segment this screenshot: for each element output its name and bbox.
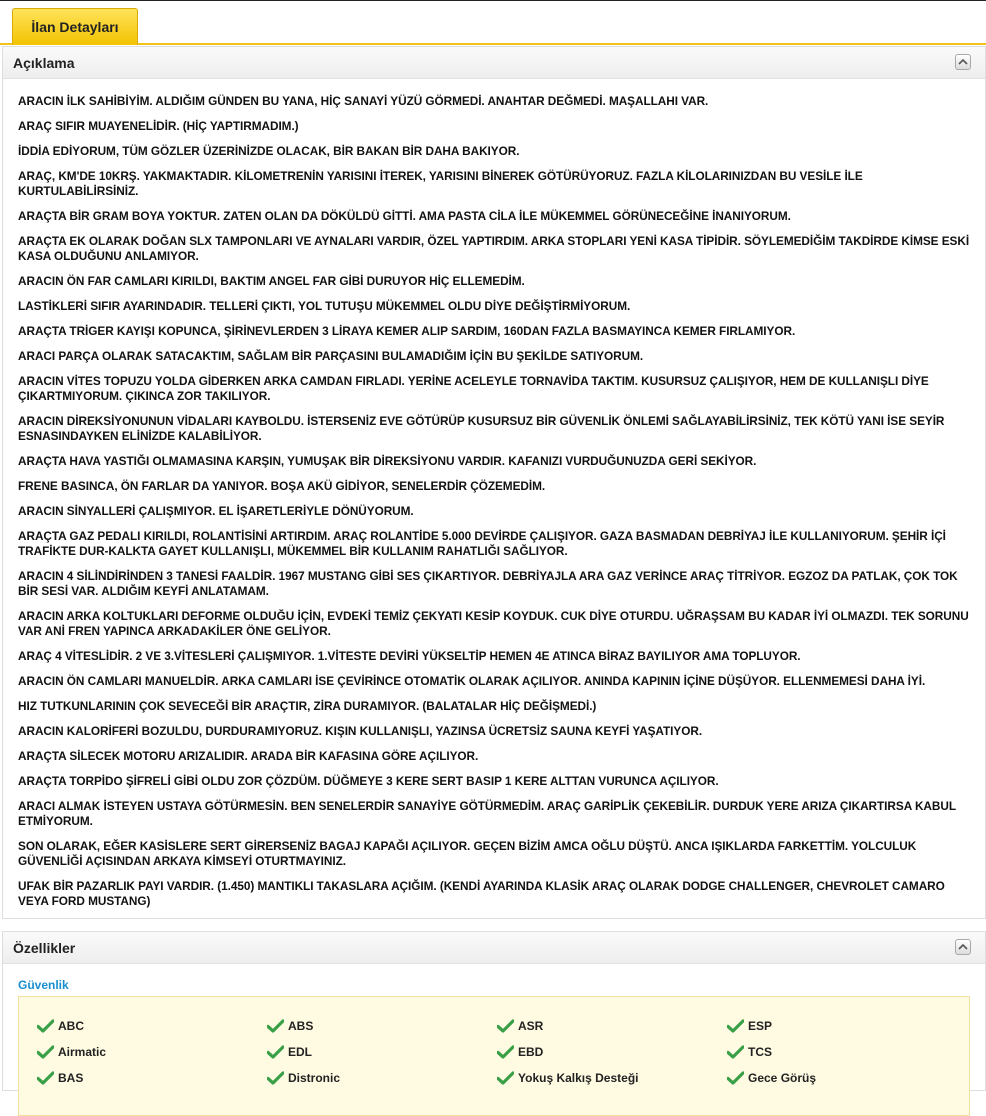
check-icon — [37, 1045, 54, 1059]
check-icon — [267, 1071, 284, 1085]
description-header — [3, 47, 985, 79]
description-line: ARACIN ARKA KOLTUKLARI DEFORME OLDUĞU İÇİN, EVDEKİ TEMİZ ÇEKYATI KESİP KOYDUK. CUK DİYE OTURDU. UĞRAŞSAM BU KADAR İYİ OLMAZDI. TEK SORUNU VAR ANİ FREN YAPINCA ARKADAKİLER ÖNE GELİYOR. — [18, 609, 969, 638]
description-line: ARAÇTA TRİGER KAYIŞI KOPUNCA, ŞİRİNEVLERDEN 3 LİRAYA KEMER ALIP SARDIM, 160DAN FAZLA BASMAYINCA KEMER FIRLAMIYOR. — [18, 324, 796, 338]
feature-grid — [37, 1013, 957, 1091]
description-line: UFAK BİR PAZARLIK PAYI VARDIR. (1.450) MANTIKLI TAKASLARA AÇIĞIM. (KENDİ AYARINDA KLASİK ARAÇ OLARAK DODGE CHALLENGER, CHEVROLET CAMARO VEYA FORD MUSTANG) — [18, 879, 945, 908]
description-line: ARAÇ, KM'DE 10KRŞ. YAKMAKTADIR. KİLOMETRENİN YARISINI İTEREK, YARISINI BİNEREK GÖTÜRÜYORUZ. FAZLA KİLOLARINIZDAN BU VESİLE İLE KURTULABİLİRSİNİZ. — [18, 169, 863, 198]
description-line: LASTİKLERİ SIFIR AYARINDADIR. TELLERİ ÇIKTI, YOL TUTUŞU MÜKEMMEL OLDU DİYE DEĞİŞTİRMİYORUM. — [18, 299, 631, 313]
features-panel — [2, 931, 986, 1091]
description-line: ARACIN KALORİFERİ BOZULDU, DURDURAMIYORUZ. KIŞIN KULLANIŞLI, YAZINSA ÜCRETSİZ SAUNA KEYFİ YAŞATIYOR. — [18, 724, 703, 738]
feature-label: TCS — [748, 1045, 772, 1059]
description-line: ARACI PARÇA OLARAK SATACAKTIM, SAĞLAM BİR PARÇASINI BULAMADIĞIM İÇİN BU ŞEKİLDE SATIYORUM. — [18, 349, 644, 363]
description-line: ARACIN ÖN CAMLARI MANUELDİR. ARKA CAMLARI İSE ÇEVİRİNCE OTOMATİK OLARAK AÇILIYOR. ANINDA KAPININ İÇİNE DÜŞÜYOR. ELLENMEMESİ DAHA İYİ. — [18, 674, 926, 688]
feature-item — [267, 1013, 497, 1039]
check-icon — [727, 1071, 744, 1085]
description-line: ARACIN 4 SİLİNDİRİNDEN 3 TANESİ FAALDİR. 1967 MUSTANG GİBİ SES ÇIKARTIYOR. DEBRİYAJLA ARA GAZ VERİNCE ARAÇ TİTRİYOR. EGZOZ DA PATLAK, ÇOK TOK BİR SESİ VAR. ALDIĞIM KEYFİ ANLATAMAM. — [18, 569, 958, 598]
check-icon — [497, 1071, 514, 1085]
description-line: ARAÇTA BİR GRAM BOYA YOKTUR. ZATEN OLAN DA DÖKÜLDÜ GİTTİ. AMA PASTA CİLA İLE MÜKEMMEL GÖRÜNECEĞİNE İNANIYORUM. — [18, 209, 791, 223]
feature-label: Distronic — [288, 1071, 341, 1085]
feature-item — [497, 1039, 727, 1065]
tab-ilan-detaylari[interactable]: İlan Detayları — [12, 8, 138, 45]
description-line: İDDİA EDİYORUM, TÜM GÖZLER ÜZERİNİZDE OLACAK, BİR BAKAN BİR DAHA BAKIYOR. — [18, 144, 520, 158]
feature-group-title: Güvenlik — [18, 978, 69, 992]
check-icon — [727, 1045, 744, 1059]
description-line: ARACIN İLK SAHİBİYİM. ALDIĞIM GÜNDEN BU YANA, HİÇ SANAYİ YÜZÜ GÖRMEDİ. ANAHTAR DEĞMEDİ. MAŞALLAHI VAR. — [18, 94, 709, 108]
description-line: ARACIN ÖN FAR CAMLARI KIRILDI, BAKTIM ANGEL FAR GİBİ DURUYOR HİÇ ELLEMEDİM. — [18, 274, 525, 288]
description-panel — [2, 46, 986, 919]
collapse-features-button[interactable] — [955, 939, 971, 955]
feature-label: ASR — [518, 1019, 544, 1033]
feature-label: ABC — [58, 1019, 84, 1033]
feature-item — [727, 1013, 957, 1039]
feature-item — [37, 1039, 267, 1065]
features-header — [3, 932, 985, 964]
description-line: ARAÇTA TORPİDO ŞİFRELİ GİBİ OLDU ZOR ÇÖZDÜM. DÜĞMEYE 3 KERE SERT BASIP 1 KERE ALTTAN VURUNCA AÇILIYOR. — [18, 774, 719, 788]
check-icon — [727, 1019, 744, 1033]
feature-label: BAS — [58, 1071, 84, 1085]
feature-item — [37, 1013, 267, 1039]
feature-item — [37, 1065, 267, 1091]
description-line: ARAÇTA SİLECEK MOTORU ARIZALIDIR. ARADA BİR KAFASINA GÖRE AÇILIYOR. — [18, 749, 479, 763]
description-line: SON OLARAK, EĞER KASİSLERE SERT GİRERSENİZ BAGAJ KAPAĞI AÇILIYOR. GEÇEN BİZİM AMCA OĞLU DÜŞTÜ. ANCA IŞIKLARDA FARKETTİM. YOLCULUK GÜVENLİĞİ AÇISINDAN ARKAYA KİMSEYİ OTURTMAYINIZ. — [18, 839, 917, 868]
description-title: Açıklama — [13, 55, 75, 71]
feature-label: Gece Görüş — [748, 1071, 817, 1085]
check-icon — [497, 1019, 514, 1033]
feature-item — [497, 1065, 727, 1091]
feature-label: Yokuş Kalkış Desteği — [518, 1071, 639, 1085]
description-line: ARAÇTA GAZ PEDALI KIRILDI, ROLANTİSİNİ ARTIRDIM. ARAÇ ROLANTİDE 5.000 DEVİRDE ÇALIŞIYOR. GAZA BASMADAN DEBRİYAJ İLE KULLANIYORUM. ŞEHİR İÇİ TRAFİKTE DUR-KALKTA GAYET KULLANIŞLI, MÜKEMMEL BİR KULLANIM RAHATLIĞI SAĞLIYOR. — [18, 529, 946, 558]
description-line: ARAÇTA EK OLARAK DOĞAN SLX TAMPONLARI VE AYNALARI VARDIR, ÖZEL YAPTIRDIM. ARKA STOPLARI YENİ KASA TİPİDİR. SÖYLEMEDİĞİM TAKDİRDE KİMSE ESKİ KASA OLDUĞUNU ANLAMIYOR. — [18, 234, 970, 263]
feature-label: EBD — [518, 1045, 544, 1059]
description-line: ARACIN VİTES TOPUZU YOLDA GİDERKEN ARKA CAMDAN FIRLADI. YERİNE ACELEYLE TORNAVİDA TAKTIM. KUSURSUZ ÇALIŞIYOR, HEM DE KULLANIŞLI DİYE ÇIKARTMIYORUM. ÇIKINCA ZOR TAKILIYOR. — [18, 374, 929, 403]
description-line: FRENE BASINCA, ÖN FARLAR DA YANIYOR. BOŞA AKÜ GİDİYOR, SENELERDİR ÇÖZEMEDİM. — [18, 479, 546, 493]
feature-item — [727, 1039, 957, 1065]
description-line: ARAÇTA HAVA YASTIĞI OLMAMASINA KARŞIN, YUMUŞAK BİR DİREKSİYONU VARDIR. KAFANIZI VURDUĞUNUZDA GERİ SEKİYOR. — [18, 454, 757, 468]
feature-box — [18, 996, 970, 1116]
feature-item — [267, 1065, 497, 1091]
description-line: ARAÇ SIFIR MUAYENELİDİR. (HİÇ YAPTIRMADIM.) — [18, 119, 299, 133]
feature-label: Airmatic — [58, 1045, 107, 1059]
feature-item — [267, 1039, 497, 1065]
description-line: ARACIN SİNYALLERİ ÇALIŞMIYOR. EL İŞARETLERİYLE DÖNÜYORUM. — [18, 504, 414, 518]
description-body — [3, 79, 985, 909]
tab-bar — [0, 1, 986, 45]
chevron-up-icon — [958, 58, 968, 66]
description-line: HIZ TUTKUNLARININ ÇOK SEVECEĞİ BİR ARAÇTIR, ZİRA DURAMIYOR. (BALATALAR HİÇ DEĞİŞMEDİ.) — [18, 699, 597, 713]
check-icon — [497, 1045, 514, 1059]
check-icon — [267, 1019, 284, 1033]
check-icon — [267, 1045, 284, 1059]
description-line: ARAÇ 4 VİTESLİDİR. 2 VE 3.VİTESLERİ ÇALIŞMIYOR. 1.VİTESTE DEVİRİ YÜKSELTİP HEMEN 4E ATINCA BİRAZ BAYILIYOR AMA TOPLUYOR. — [18, 649, 801, 663]
check-icon — [37, 1019, 54, 1033]
check-icon — [37, 1071, 54, 1085]
feature-label: EDL — [288, 1045, 312, 1059]
feature-item — [727, 1065, 957, 1091]
collapse-description-button[interactable] — [955, 54, 971, 70]
description-line: ARACIN DİREKSİYONUNUN VİDALARI KAYBOLDU. İSTERSENİZ EVE GÖTÜRÜP KUSURSUZ BİR GÜVENLİK ÖNLEMİ SAĞLAYABİLİRSİNİZ, TEK KÖTÜ YANI İSE SEYİR ESNASINDAYKEN ELİNİZDE KALABİLİYOR. — [18, 414, 945, 443]
chevron-up-icon — [958, 943, 968, 951]
feature-item — [497, 1013, 727, 1039]
description-line: ARACI ALMAK İSTEYEN USTAYA GÖTÜRMESİN. BEN SENELERDİR SANAYİYE GÖTÜRMEDİM. ARAÇ GARİPLİK ÇEKEBİLİR. DURDUK YERE ARIZA ÇIKARTIRSA KABUL ETMİYORUM. — [18, 799, 956, 828]
features-title: Özellikler — [13, 940, 76, 956]
feature-label: ABS — [288, 1019, 314, 1033]
feature-label: ESP — [748, 1019, 773, 1033]
